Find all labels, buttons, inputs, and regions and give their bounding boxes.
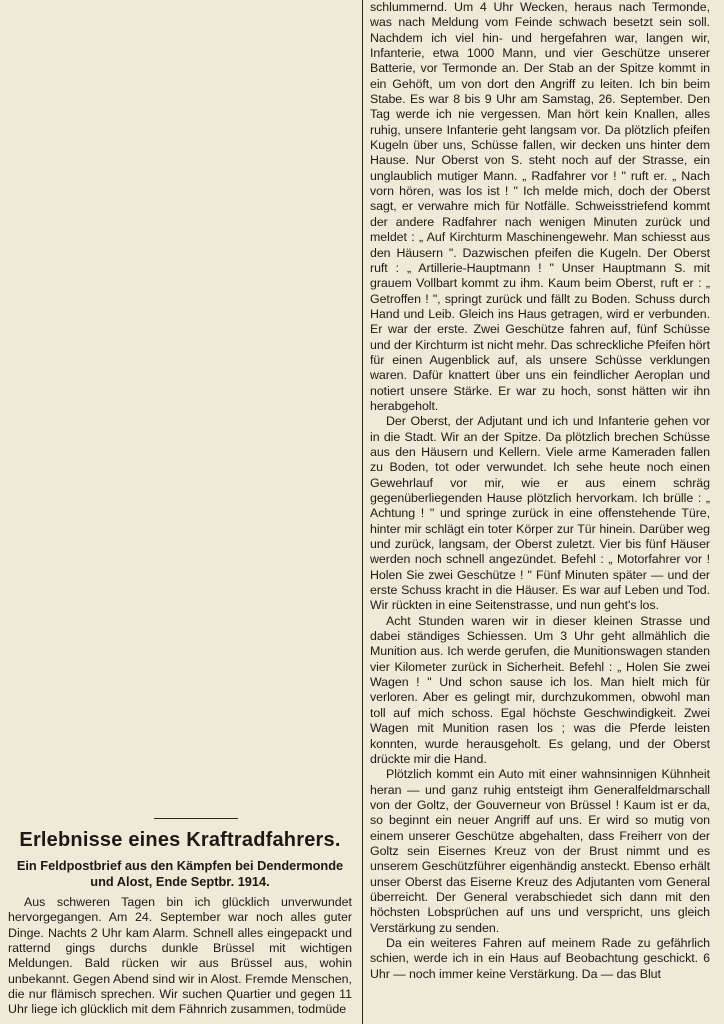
article-body	[8, 895, 352, 1018]
section-rule	[154, 818, 238, 819]
paragraph: Aus schweren Tagen bin ich glücklich unverwundet hervorgegangen. Am 24. September war noch alles guter Dinge. Nachts 2 Uhr kam Alarm. Schnell alles eingepackt und ratternd gings durchs dunkle Brüssel mit wichtigen Meldungen. Bald rücken wir aus Brüssel aus, wohin unbekannt. Gegen Abend sind wir in Alost. Fremde Menschen, die nur flämisch sprechen. Wir suchen Quartier und gegen 11 Uhr liege ich glücklich mit dem Fähnrich zusammen, todmüde	[8, 895, 352, 1017]
paragraph: schlummernd. Um 4 Uhr Wecken, heraus nach Termonde, was nach Meldung vom Feinde schwach besetzt sein soll. Nachdem ich viel hin- und hergefahren war, langen wir, Infanterie, etwa 1000 Mann, und vier Geschütze unserer Batterie, vor Termonde an. Der Stab an der Spitze kommt in ein Gehöft, um von dort den Angriff zu leiten. Ich bin beim Stabe. Es war 8 bis 9 Uhr am Samstag, 26. September. Den Tag werde ich nie vergessen. Man hört kein Knallen, alles ruhig, unsere Infanterie geht langsam vor. Da plötzlich pfeifen Kugeln über uns, Schüsse fallen, wir decken uns hinter dem Hause. Nur Oberst von S. steht noch auf der Strasse, ein unglaublich mutiger Mann. „ Radfahrer vor ! " ruft er. „ Nach vorn hören, was los ist ! " Ich melde mich, doch der Oberst sagt, er verwahre mich für Notfälle. Schweisstriefend kommt der andere Radfahrer nach wenigen Minuten zurück und meldet : „ Auf Kirchturm Maschinengewehr. Man schiesst aus den Häusern ". Dazwischen pfeifen die Kugeln. Der Oberst ruft : „ Artillerie-Hauptmann ! " Unser Hauptmann S. mit grauem Vollbart kommt zu ihm. Kaum beim Oberst, ruft er : „ Getroffen ! ", springt zurück und fällt zu Boden. Schuss durch Hand und Leib. Gleich ins Haus getragen, wird er verbunden. Er war der erste. Zwei Geschütze fahren auf, fünf Schüsse und der Kirchturm ist nicht mehr. Das schreckliche Pfeifen hört für einen Augenblick auf, als unsere Schüsse verklungen waren. Dafür knattert über uns ein feindlicher Aeroplan und notiert unsere Stärke. Er war zu hoch, sonst hätten wir ihn herabgeholt.	[370, 0, 710, 413]
left-column	[8, 818, 352, 1018]
right-column	[370, 0, 710, 982]
article-subtitle: Ein Feldpostbrief aus den Kämpfen bei Dendermonde und Alost, Ende Septbr. 1914.	[16, 858, 344, 889]
paragraph: Plötzlich kommt ein Auto mit einer wahnsinnigen Kühnheit heran — und ganz ruhig entsteigt ihm Generalfeldmarschall von der Goltz, der Gouverneur von Brüssel ! Kaum ist er da, so beginnt ein neuer Angriff auf uns. Er wird so mutig von einem unserer Geschütze abgehalten, dass Freiherr von der Goltz sein Eisernes Kreuz von der Brust nimmt und es unserem Geschützführer eigenhändig ansteckt. Ebenso erhält unser Oberst das Eiserne Kreuz des Adjutanten vom General überreicht. Der General verabschiedet sich dann mit den höchsten Lobsprüchen auf uns und verspricht, uns gleich Verstärkung zu senden.	[370, 767, 710, 935]
paragraph: Da ein weiteres Fahren auf meinem Rade zu gefährlich schien, werde ich in ein Haus auf Beobachtung geschickt. 6 Uhr — noch immer keine Verstärkung. Da — das Blut	[370, 935, 710, 981]
column-divider	[362, 0, 363, 1024]
paragraph: Der Oberst, der Adjutant und ich und Infanterie gehen vor in die Stadt. Wir an der Spitze. Da plötzlich brechen Schüsse aus den Häusern und Kellern. Viele arme Kameraden fallen zu Boden, tot oder verwundet. Ich sehe heute noch einen Gewehrlauf vor mir, wie er aus einem schräg gegenüberliegenden Hause plötzlich hervorkam. Ich brülle : „ Achtung ! " und springe zurück in eine offenstehende Türe, hinter mir schlägt ein toter Körper zur Tür hinein. Darüber weg und zurück, langsam, der Oberst zuletzt. Vier bis fünf Häuser werden noch schnell angezündet. Befehl : „ Motorfahrer vor ! Holen Sie zwei Geschütze ! " Fünf Minuten später — und der erste Schuss kracht in die Häuser. Es war auf Leben und Tod. Wir rückten in eine Seitenstrasse, und nun geht's los.	[370, 414, 710, 613]
paragraph: Acht Stunden waren wir in dieser kleinen Strasse und dabei ständiges Schiessen. Um 3 Uhr geht allmählich die Munition aus. Ich werde gerufen, die Munitionswagen standen vier Kilometer zurück in Sicherheit. Befehl : „ Holen Sie zwei Wagen ! " Und schon sause ich los. Man hielt mich für verloren. Aber es gelingt mir, durchzukommen, obwohl man toll auf mich schoss. Egal höchste Geschwindigkeit. Zwei Wagen mit Munition rasen los ; was die Pferde leisten konnten, wurde herausgeholt. Es gelang, und der Oberst drückte mir die Hand.	[370, 613, 710, 766]
article-headline: Erlebnisse eines Kraftradfahrers.	[19, 829, 341, 851]
